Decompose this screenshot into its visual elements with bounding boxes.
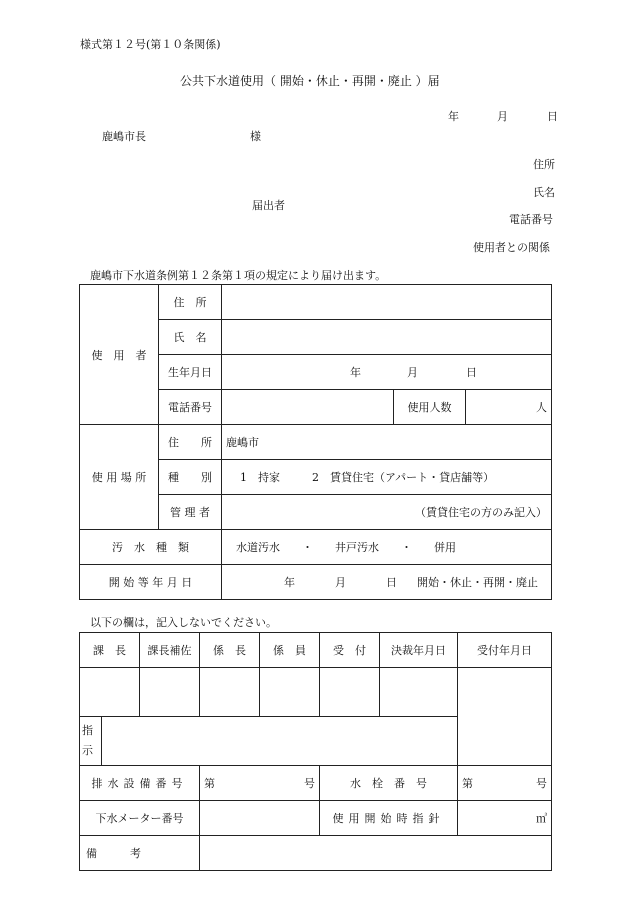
received-date-cell bbox=[458, 668, 552, 766]
remarks-field bbox=[200, 836, 552, 871]
start-reading-field bbox=[458, 801, 552, 836]
birth-year-label: 年 bbox=[350, 366, 361, 379]
instruction-field bbox=[102, 717, 458, 766]
place-type-owned[interactable]: 1 持家 bbox=[240, 471, 280, 484]
start-reading-unit: ㎥ bbox=[536, 812, 547, 825]
stamp-chief bbox=[80, 668, 140, 717]
instruction-label-2: 示 bbox=[82, 744, 93, 757]
intro-text: 鹿嶋市下水道条例第１２条第１項の規定により届け出ます。 bbox=[90, 269, 387, 282]
sewage-type-label: 汚 水 種 類 bbox=[80, 530, 222, 565]
meter-number-field bbox=[200, 801, 320, 836]
applicant-address-label: 住所 bbox=[533, 158, 555, 171]
date-year-label: 年 bbox=[448, 110, 459, 123]
meter-number-label: 下水メーター番号 bbox=[80, 801, 200, 836]
office-header-section-chief: 係 長 bbox=[200, 633, 260, 668]
user-name-field[interactable] bbox=[222, 320, 552, 355]
user-phone-field[interactable] bbox=[222, 390, 394, 425]
date-day-label: 日 bbox=[547, 110, 558, 123]
addressee: 鹿嶋市長 bbox=[102, 130, 146, 143]
honorific: 様 bbox=[250, 130, 261, 143]
start-options[interactable]: 開始・休止・再開・廃止 bbox=[417, 576, 538, 589]
applicant-phone-label: 電話番号 bbox=[509, 213, 553, 226]
stamp-deputy bbox=[140, 668, 200, 717]
applicant-name-label: 氏名 bbox=[533, 186, 555, 199]
page-title: 公共下水道使用（ 開始・休止・再開・廃止 ）届 bbox=[180, 74, 440, 88]
stamp-staff bbox=[260, 668, 320, 717]
office-table bbox=[79, 632, 552, 871]
birth-month-label: 月 bbox=[407, 366, 418, 379]
decision-date-cell bbox=[380, 668, 458, 717]
start-month-label: 月 bbox=[335, 576, 346, 589]
applicant-label: 届出者 bbox=[252, 199, 285, 212]
birth-day-label: 日 bbox=[466, 366, 477, 379]
sewage-type-field[interactable] bbox=[222, 530, 552, 565]
place-manager-field[interactable] bbox=[222, 495, 552, 530]
user-section-heading: 使 用 者 bbox=[80, 285, 159, 425]
office-header-staff: 係 員 bbox=[260, 633, 320, 668]
place-manager-note: （賃貸住宅の方のみ記入） bbox=[415, 506, 547, 519]
sewage-opt-water[interactable]: 水道汚水 bbox=[236, 541, 280, 554]
faucet-number-field bbox=[458, 766, 552, 801]
sewage-sep-1: ・ bbox=[302, 541, 313, 554]
application-table bbox=[79, 284, 552, 600]
faucet-number-label: 水 栓 番 号 bbox=[320, 766, 458, 801]
drain-number-label: 排水設備番号 bbox=[80, 766, 200, 801]
start-reading-label: 使用開始時指針 bbox=[320, 801, 458, 836]
stamp-reception bbox=[320, 668, 380, 717]
office-header-chief: 課 長 bbox=[80, 633, 140, 668]
remarks-label-text: 備 考 bbox=[86, 847, 141, 860]
office-header-deputy: 課長補佐 bbox=[140, 633, 200, 668]
drain-number-field bbox=[200, 766, 320, 801]
place-section-heading: 使 用 場 所 bbox=[80, 425, 159, 530]
place-manager-label: 管 理 者 bbox=[159, 495, 222, 530]
sewage-opt-both[interactable]: 併用 bbox=[434, 541, 456, 554]
office-header-decision-date: 決裁年月日 bbox=[380, 633, 458, 668]
drain-number-prefix: 第 bbox=[204, 777, 215, 790]
user-phone-label: 電話番号 bbox=[159, 390, 222, 425]
user-name-label: 氏 名 bbox=[159, 320, 222, 355]
user-address-label: 住 所 bbox=[159, 285, 222, 320]
office-header-reception: 受 付 bbox=[320, 633, 380, 668]
users-count-field[interactable] bbox=[466, 390, 552, 425]
form-number: 様式第１２号(第１０条関係) bbox=[80, 38, 221, 51]
drain-number-suffix: 号 bbox=[304, 777, 315, 790]
place-address-field[interactable]: 鹿嶋市 bbox=[222, 425, 552, 460]
sewage-sep-2: ・ bbox=[401, 541, 412, 554]
date-month-label: 月 bbox=[497, 110, 508, 123]
user-birthdate-field[interactable] bbox=[222, 355, 552, 390]
start-day-label: 日 bbox=[386, 576, 397, 589]
start-date-label: 開 始 等 年 月 日 bbox=[80, 565, 222, 600]
sewage-opt-well[interactable]: 井戸汚水 bbox=[335, 541, 379, 554]
instruction-label bbox=[80, 717, 102, 766]
place-type-rental[interactable]: 2 賃貸住宅（アパート・貸店舗等） bbox=[312, 471, 495, 484]
stamp-section-chief bbox=[200, 668, 260, 717]
applicant-relation-label: 使用者との関係 bbox=[473, 241, 550, 254]
instruction-label-1: 指 bbox=[82, 724, 93, 737]
user-address-field[interactable] bbox=[222, 285, 552, 320]
user-birthdate-label: 生年月日 bbox=[159, 355, 222, 390]
faucet-number-suffix: 号 bbox=[536, 777, 547, 790]
faucet-number-prefix: 第 bbox=[462, 777, 473, 790]
place-address-label: 住 所 bbox=[159, 425, 222, 460]
office-header-received-date: 受付年月日 bbox=[458, 633, 552, 668]
users-count-label: 使用人数 bbox=[394, 390, 466, 425]
users-unit: 人 bbox=[536, 401, 547, 414]
office-note: 以下の欄は，記入しないでください。 bbox=[90, 616, 277, 629]
remarks-label bbox=[80, 836, 200, 871]
start-date-field[interactable] bbox=[222, 565, 552, 600]
start-year-label: 年 bbox=[284, 576, 295, 589]
place-type-label: 種 別 bbox=[159, 460, 222, 495]
place-type-field[interactable] bbox=[222, 460, 552, 495]
